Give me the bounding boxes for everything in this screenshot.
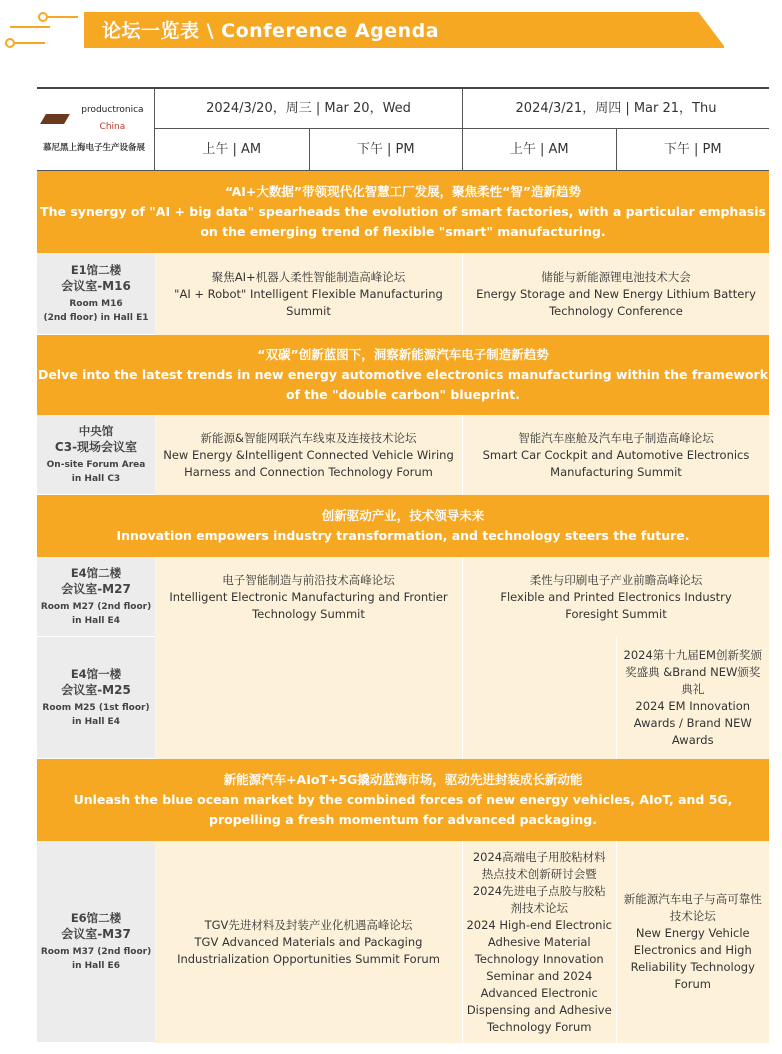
event-cell: 聚焦AI+机器人柔性智能制造高峰论坛 "AI + Robot" Intelligent Flexible Manufacturing Summit [155,253,462,335]
room-label: E1馆二楼 会议室-M16 Room M16 (2nd floor) in Hall E1 [37,253,155,335]
decor-circle-icon [5,38,15,48]
theme-title-en: of the "double carbon" blueprint. [285,387,521,402]
theme-title-cn: 新能源汽车+AIoT+5G撬动蓝海市场，驱动先进封装成长新动能 [223,772,583,787]
theme-row [37,335,769,415]
room-label: E4馆二楼 会议室-M27 Room M27 (2nd floor) in Hall E4 [37,557,155,637]
event-cell-empty [462,637,616,759]
event-cell: 智能汽车座舱及汽车电子制造高峰论坛 Smart Car Cockpit and Automotive Electronics Manufacturing Summit [462,415,769,495]
table-row [37,637,769,759]
theme-title-en: Delve into the latest trends in new energy automotive electronics manufacturing within the framework [37,367,769,382]
theme-title-en: Innovation empowers industry transformation, and technology steers the future. [116,528,690,543]
table-row [37,253,769,335]
decor-line [10,26,50,28]
header-dates-block [155,89,769,171]
decor-circle-icon [38,12,48,22]
table-row [37,415,769,495]
theme-title-cn: “AI+大数据”带领现代化智慧工厂发展，聚焦柔性“智”造新趋势 [224,184,582,199]
logo-brand-suffix: China [99,122,126,132]
room-label: E4馆一楼 会议室-M25 Room M25 (1st floor) in Hall E4 [37,637,155,759]
event-cell-empty [155,637,462,759]
table-header [37,89,769,171]
session-day1-pm: 下午 | PM [309,129,463,170]
date-day1: 2024/3/20，周三 | Mar 20，Wed [206,101,411,116]
theme-row [37,171,769,253]
banner-underline [84,46,724,48]
room-label: E6馆二楼 会议室-M37 Room M37 (2nd floor) in Hall E6 [37,841,155,1043]
theme-title-en: on the emerging trend of flexible "smart" manufacturing. [200,224,606,239]
decor-line [48,16,78,18]
theme-title-en: propelling a fresh momentum for advanced packaging. [209,812,597,827]
theme-title-en: The synergy of "AI + big data" spearheads the evolution of smart factories, with a particular emphasis [40,204,766,219]
session-day1-am: 上午 | AM [202,142,262,157]
theme-title-cn: 创新驱动产业，技术领导未来 [321,508,485,523]
date-day2: 2024/3/21，周四 | Mar 21，Thu [462,89,769,128]
event-cell: 新能源&智能网联汽车线束及连接技术论坛 New Energy &Intelligent Connected Vehicle Wiring Harness and Connection Technology Forum [155,415,462,495]
theme-title-en: Unleash the blue ocean market by the combined forces of new energy vehicles, AIoT, and 5G, [73,792,733,807]
session-day2-pm: 下午 | PM [616,129,770,170]
table-row [37,557,769,637]
header-banner [0,0,782,60]
event-cell: 电子智能制造与前沿技术高峰论坛 Intelligent Electronic Manufacturing and Frontier Technology Summit [155,557,462,637]
theme-row [37,495,769,557]
event-cell: 2024高端电子用胶粘材料 热点技术创新研讨会暨 2024先进电子点胶与胶粘 剂技术论坛 2024 High-end Electronic Adhesive Material Technology Innovation Seminar and 2024 Advanced Electronic Dispensing and Adhesive Technology Forum [462,841,616,1043]
room-label: 中央馆 C3-现场会议室 On-site Forum Area in Hall C3 [37,415,155,495]
event-cell: 新能源汽车电子与高可靠性 技术论坛 New Energy Vehicle Electronics and High Reliability Technology Forum [616,841,770,1043]
theme-row [37,759,769,841]
expo-logo [37,89,155,171]
event-cell: 柔性与印刷电子产业前瞻高峰论坛 Flexible and Printed Electronics Industry Foresight Summit [462,557,769,637]
session-day2-am: 上午 | AM [462,129,616,170]
logo-cn: 慕尼黑上海电子生产设备展 [43,143,146,153]
decor-line [15,42,45,44]
page-title: 论坛一览表 \ Conference Agenda [102,20,440,42]
agenda-table [37,87,769,1043]
productronica-logo-icon [40,114,70,124]
logo-brand: productronica [81,105,144,115]
event-cell: 储能与新能源锂电池技术大会 Energy Storage and New Energy Lithium Battery Technology Conference [462,253,769,335]
theme-title-cn: “双碳”创新蓝图下，洞察新能源汽车电子制造新趋势 [257,347,549,362]
table-row [37,841,769,1043]
event-cell: 2024第十九届EM创新奖颁 奖盛典 &Brand NEW颁奖 典礼 2024 EM Innovation Awards / Brand NEW Awards [616,637,770,759]
event-cell: TGV先进材料及封装产业化机遇高峰论坛 TGV Advanced Materials and Packaging Industrialization Opportunities Summit Forum [155,841,462,1043]
